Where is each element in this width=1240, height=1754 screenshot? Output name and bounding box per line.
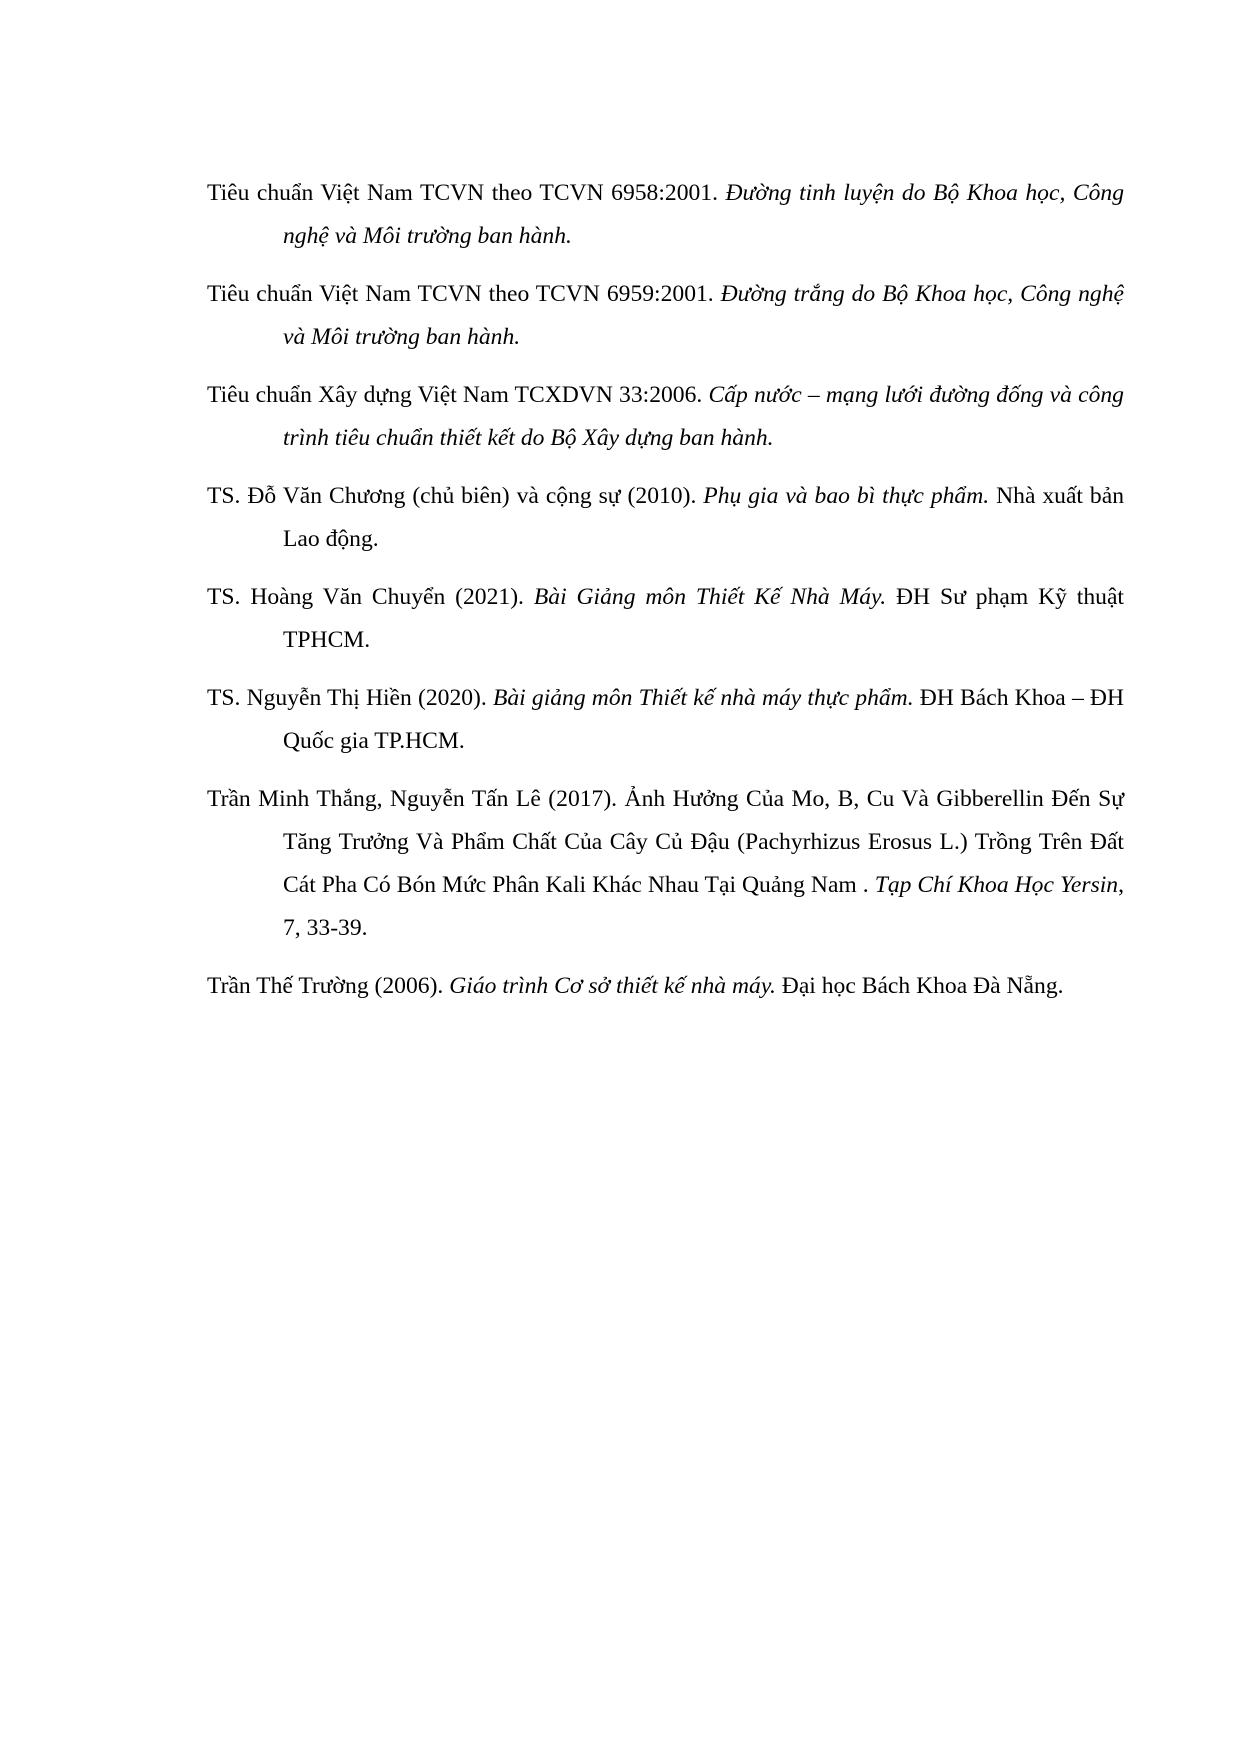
reference-author: TS. Nguyễn Thị Hiền (2020). — [207, 685, 487, 711]
reference-item — [207, 576, 1124, 662]
reference-title: Phụ gia và bao bì thực phẩm. — [703, 483, 990, 509]
reference-publisher: ĐH Sư phạm Kỹ thuật TPHCM. — [283, 584, 1124, 653]
reference-publisher: ĐH Bách Khoa – ĐH Quốc gia TP.HCM. — [283, 685, 1124, 754]
reference-author: Tiêu chuẩn Việt Nam TCVN theo TCVN 6959:2001. — [207, 281, 714, 307]
reference-author: Trần Minh Thắng, Nguyễn Tấn Lê (2017). Ảnh Hưởng Của Mo, B, Cu Và Gibberellin Đến Sự Tăng Trưởng Và Phẩm Chất Của Cây Củ Đậu (Pachyrhizus Erosus L.) Trồng Trên Đất Cát Pha Có Bón Mức Phân Kali Khác Nhau Tại Quảng Nam . — [207, 786, 1124, 898]
reference-title: Bài giảng môn Thiết kế nhà máy thực phẩm. — [492, 685, 914, 711]
reference-title: Đường tinh luyện do Bộ Khoa học, Công nghệ và Môi trường ban hành. — [283, 180, 1124, 249]
reference-author: TS. Hoàng Văn Chuyển (2021). — [207, 584, 524, 610]
reference-title: Cấp nước – mạng lưới đường đống và công trình tiêu chuẩn thiết kết do Bộ Xây dựng ban hành. — [283, 382, 1124, 451]
reference-volume-pages: , 7, 33-39. — [283, 872, 1125, 941]
reference-author: Tiêu chuẩn Xây dựng Việt Nam TCXDVN 33:2006. — [207, 382, 703, 408]
reference-title: Bài Giảng môn Thiết Kế Nhà Máy. — [533, 584, 887, 610]
reference-list — [207, 172, 1124, 1023]
reference-item — [207, 965, 1124, 1008]
reference-title: Đường trắng do Bộ Khoa học, Công nghệ và Môi trường ban hành. — [283, 281, 1124, 350]
reference-publisher: Đại học Bách Khoa Đà Nẵng. — [781, 973, 1064, 999]
reference-author: TS. Đỗ Văn Chương (chủ biên) và cộng sự (2010). — [207, 483, 697, 509]
reference-title: Giáo trình Cơ sở thiết kế nhà máy. — [449, 973, 776, 999]
reference-item — [207, 475, 1124, 561]
reference-author: Tiêu chuẩn Việt Nam TCVN theo TCVN 6958:2001. — [207, 180, 718, 206]
reference-journal: Tạp Chí Khoa Học Yersin — [874, 872, 1119, 898]
reference-item — [207, 273, 1124, 359]
reference-publisher: Nhà xuất bản Lao động. — [283, 483, 1124, 552]
reference-item — [207, 677, 1124, 763]
reference-item — [207, 172, 1124, 258]
reference-item — [207, 374, 1124, 460]
reference-item — [207, 778, 1124, 950]
reference-author: Trần Thế Trường (2006). — [207, 973, 444, 999]
